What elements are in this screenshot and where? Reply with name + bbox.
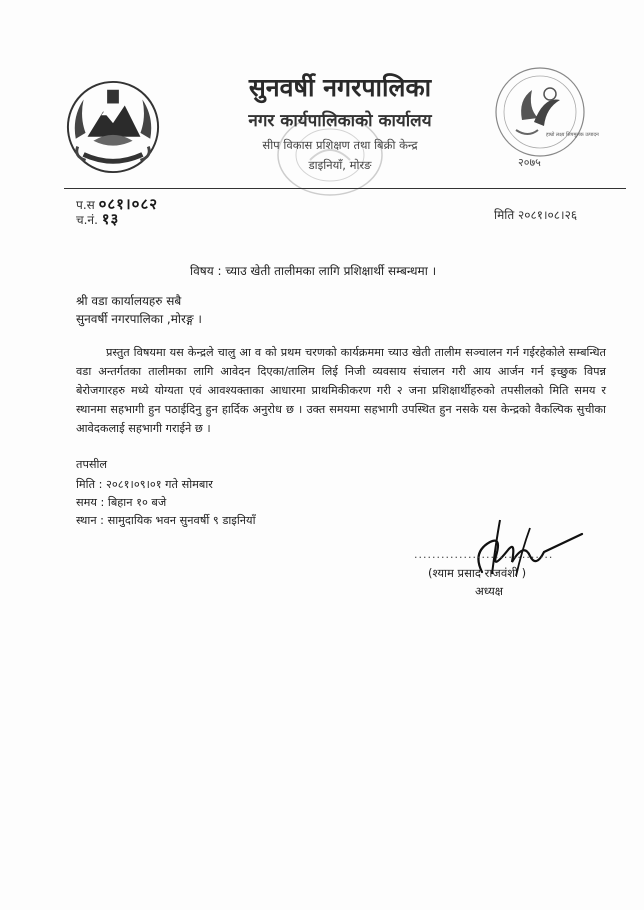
dispatch-value: १३ bbox=[101, 210, 120, 228]
dispatch-label: च.नं. bbox=[76, 213, 98, 227]
header-divider bbox=[64, 188, 626, 189]
serial-value: ०८१।०८२ bbox=[98, 195, 159, 213]
centre-logo-icon bbox=[488, 60, 599, 172]
dispatch-number bbox=[76, 209, 119, 229]
logo-slogan: हाम्रो लक्ष्य सिपमूलक उत्पादन bbox=[546, 132, 599, 138]
details-place: स्थान : सामुदायिक भवन सुनवर्षी ९ डाइनियाँ bbox=[76, 514, 256, 527]
organization-name: सुनवर्षी नगरपालिका bbox=[248, 73, 432, 102]
signature-line: ............................... bbox=[414, 548, 554, 561]
details-heading: तपसील bbox=[76, 458, 108, 471]
letter-date: मिति २०८१।०८।२६ bbox=[494, 208, 578, 222]
details-time: समय : बिहान १० बजे bbox=[76, 496, 167, 509]
serial-label: प.स bbox=[76, 198, 95, 212]
signer-title: अध्यक्ष bbox=[475, 584, 504, 598]
logo-year: २०७५ bbox=[518, 156, 541, 169]
office-address: डाइनियाँ, मोरङ bbox=[308, 158, 372, 172]
signer-name: (श्याम प्रसाद राजवंशी ) bbox=[428, 566, 527, 580]
body-paragraph: प्रस्तुत विषयमा यस केन्द्रले चालु आ व को प्रथम चरणको कार्यक्रममा च्याउ खेती तालीम सञ्चालन गर्न गईरहेकोले सम्बन्धित वडा अन्तर्गतका तालीमका लागि आवेदन दिएका/तालिम लिई निजी व्यवसाय संचालन गरी आय आर्जन गर्न इच्छुक विपन्न बेरोजगारहरु मध्ये योग्यता एवं आवश्यक्ताका आधारमा प्राथमिकीकरण गरी २ जना प्रशिक्षार्थीहरुको तपसीलको मिति समय र स्थानमा सहभागी हुन पठाईदिनु हुन हार्दिक अनुरोध छ । उक्त समयमा सहभागी उपस्थित हुन नसके यस केन्द्रको वैकल्पिक सुचीका आवेदकलाई सहभागी गराईने छ । bbox=[76, 346, 606, 435]
addressee-line-2: सुनवर्षी नगरपालिका ,मोरङ्ग । bbox=[76, 312, 202, 326]
nepal-emblem-icon bbox=[64, 78, 162, 176]
details-date: मिति : २०८१।०९।०१ गते सोमबार bbox=[76, 478, 213, 491]
letter-subject: विषय : च्याउ खेती तालीमका लागि प्रशिक्षार्थी सम्बन्धमा । bbox=[190, 264, 437, 278]
office-name: नगर कार्यपालिकाको कार्यालय bbox=[248, 111, 432, 131]
addressee-line-1: श्री वडा कार्यालयहरु सबै bbox=[76, 294, 182, 308]
centre-name: सीप विकास प्रशिक्षण तथा बिक्री केन्द्र bbox=[262, 138, 418, 152]
